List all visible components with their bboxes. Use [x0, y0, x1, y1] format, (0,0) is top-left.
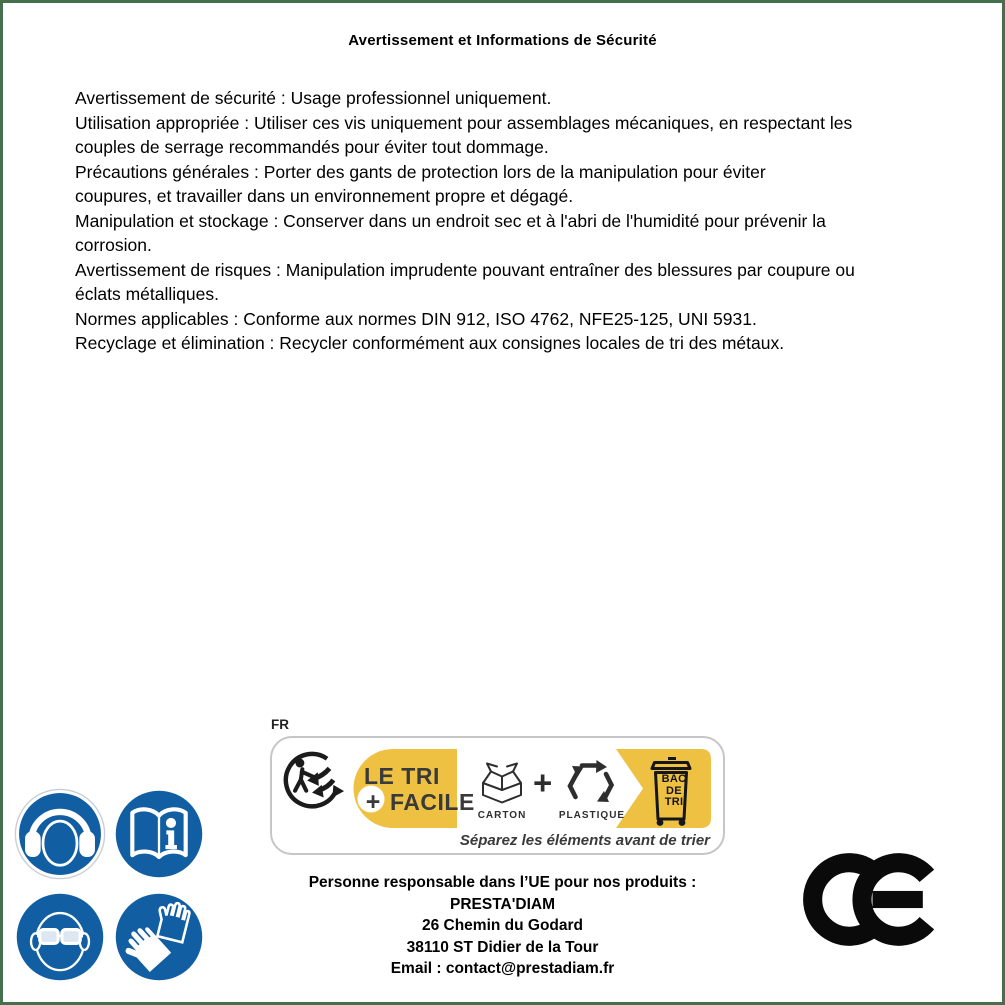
body-line: Avertissement de risques : Manipulation imprudente pouvant entraîner des blessures par coupure ou: [75, 259, 855, 280]
plastic-recycling-icon: [565, 759, 617, 805]
plus-separator: +: [533, 764, 553, 801]
country-code-label: FR: [271, 717, 289, 732]
body-line: Précautions générales : Porter des gants de protection lors de la manipulation pour éviter: [75, 161, 766, 182]
bin-line-3: TRI: [664, 796, 684, 808]
body-line: Utilisation appropriée : Utiliser ces vis uniquement pour assemblages mécaniques, en respectant les: [75, 112, 853, 133]
bin-line-2: DE: [666, 784, 682, 797]
responsible-line: Email : contact@prestadiam.fr: [390, 960, 615, 977]
ce-marking-icon: [802, 851, 948, 948]
responsible-line: PRESTA'DIAM: [449, 895, 555, 913]
plastique-label: PLASTIQUE: [558, 810, 626, 821]
bin-line-1: BAC: [661, 773, 687, 785]
headline-le-tri: LE TRI: [364, 763, 440, 789]
body-line: Recyclage et élimination : Recycler conformément aux consignes locales de tri des métaux.: [75, 333, 785, 353]
body-line: corrosion.: [75, 235, 152, 255]
body-line: Avertissement de sécurité : Usage professionnel uniquement.: [75, 88, 552, 108]
body-line: couples de serrage recommandés pour éviter tout dommage.: [75, 137, 549, 157]
body-line: éclats métalliques.: [75, 284, 219, 304]
bin-text: [653, 774, 695, 809]
info-tri-label: [270, 736, 725, 855]
triman-recycling-icon: [280, 747, 346, 813]
body-line: Normes applicables : Conforme aux normes DIN 912, ISO 4762, NFE25-125, UNI 5931.: [75, 308, 757, 329]
body-line: Manipulation et stockage : Conserver dans un endroit sec et à l'abri de l'humidité pour prévenir la: [75, 210, 826, 231]
ear-protection-icon: [14, 788, 106, 880]
carton-label: CARTON: [477, 810, 527, 821]
carton-box-icon: [472, 759, 532, 805]
responsible-line: 38110 ST Didier de la Tour: [406, 938, 599, 956]
responsible-line: Personne responsable dans l’UE pour nos produits :: [308, 874, 697, 891]
page-title: Avertissement et Informations de Sécurité: [348, 32, 657, 49]
plus-bubble: +: [365, 788, 381, 816]
sorting-instruction: Séparez les éléments avant de trier: [459, 832, 710, 849]
responsible-line: 26 Chemin du Godard: [421, 917, 584, 934]
body-line: coupures, et travailler dans un environnement propre et dégagé.: [75, 186, 574, 206]
headline-facile: FACILE: [390, 789, 475, 815]
read-manual-icon: [113, 788, 205, 880]
